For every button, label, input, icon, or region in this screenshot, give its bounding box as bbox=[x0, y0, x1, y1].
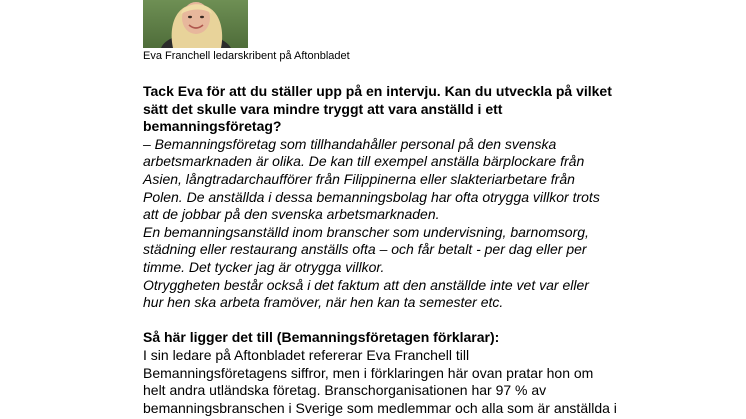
article-body bbox=[143, 83, 617, 417]
answer-line: Polen. De anställda i dessa bemanningsbolag har ofta otrygga villkor trots bbox=[143, 188, 600, 205]
portrait-photo bbox=[143, 0, 248, 48]
answer-line: hur hen ska arbeta framöver, när hen kan ta semester etc. bbox=[143, 294, 504, 311]
paragraph-gap bbox=[143, 312, 613, 330]
answer-line: städning eller restaurang anställs ofta – och får betalt - per dag eller per bbox=[143, 241, 587, 258]
interview-question bbox=[143, 83, 613, 136]
question-line: Tack Eva för att du ställer upp på en intervju. Kan du utveckla på vilket bbox=[143, 83, 612, 99]
answer-line: Asien, långtradarchaufförer från Filippinerna eller slakteriarbetare från bbox=[143, 170, 575, 187]
answer-line: arbetsmarknaden är olika. De kan till exempel anställa bärplockare från bbox=[143, 153, 585, 170]
section-line: Bemanningsföretagens siffror, men i förklaringen här ovan pratar hon om bbox=[143, 364, 594, 381]
photo-caption: Eva Franchell ledarskribent på Aftonbladet bbox=[143, 50, 350, 62]
interview-answer bbox=[143, 136, 613, 312]
question-line: sätt det skulle vara mindre tryggt att vara anställd i ett bbox=[143, 100, 503, 117]
answer-line: En bemanningsanställd inom branscher som undervisning, barnomsorg, bbox=[143, 223, 589, 240]
question-line: bemanningsföretag? bbox=[143, 118, 282, 135]
section-line: helt andra utländska företag. Branschorganisationen har 97 % av bbox=[143, 382, 547, 399]
section-line: I sin ledare på Aftonbladet refererar Eva Franchell till bbox=[143, 346, 470, 363]
section-body bbox=[143, 346, 617, 417]
answer-line: timme. Det tycker jag är otrygga villkor. bbox=[143, 258, 385, 275]
answer-line: Otryggheten består också i det faktum att den anställde inte vet var eller bbox=[143, 276, 589, 293]
answer-line: att de jobbar på den svenska arbetsmarknaden. bbox=[143, 206, 440, 223]
section-line: bemanningsbranschen i Sverige som medlemmar och alla som är anställda i bbox=[143, 399, 617, 416]
answer-line: – Bemanningsföretag som tillhandahåller personal på den svenska bbox=[143, 135, 557, 152]
portrait-image bbox=[143, 0, 248, 48]
section-heading: Så här ligger det till (Bemanningsföretagen förklarar): bbox=[143, 329, 500, 346]
